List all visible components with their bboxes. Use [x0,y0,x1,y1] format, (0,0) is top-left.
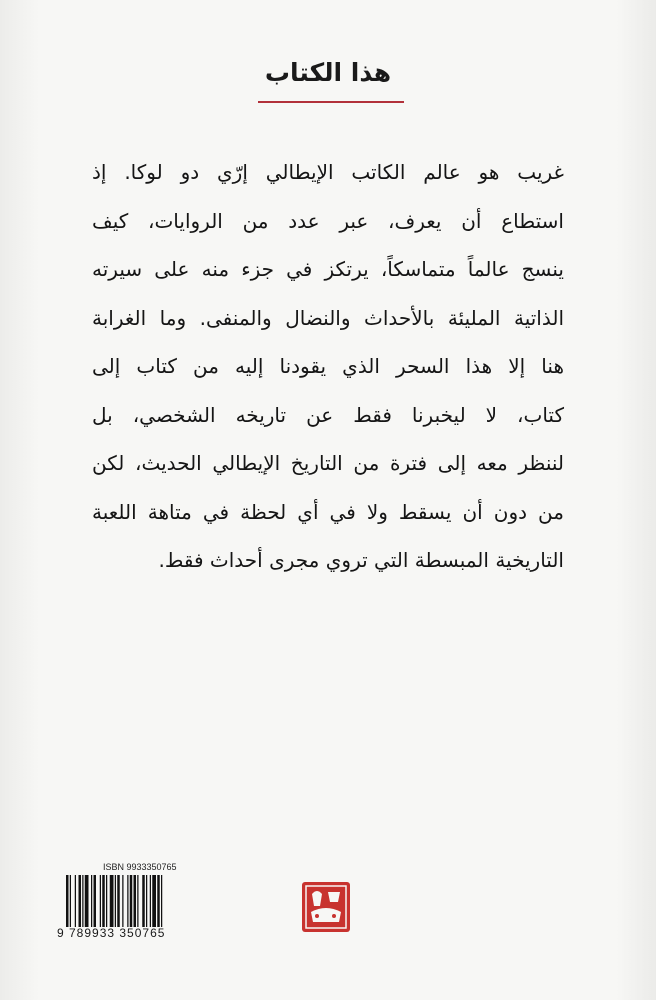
blurb-line: ينسج عالماً متماسكاً، يرتكز في جزء منه على سيرته [92,257,564,281]
blurb-line: التاريخية المبسطة التي تروي مجرى أحداث فقط. [158,548,564,572]
barcode-digits: 9 789933 350765 [57,926,166,940]
publisher-seal-icon [297,876,355,936]
isbn-barcode [57,862,199,944]
blurb-line: من دون أن يسقط ولا في أي لحظة في متاهة اللعبة [92,499,564,524]
blurb-line: كتاب، لا ليخبرنا فقط عن تاريخه الشخصي، بل [92,402,564,427]
barcode-icon [66,875,194,927]
title-underline [258,101,404,103]
blurb-line: غريب هو عالم الكاتب الإيطالي إرّي دو لوكا. إذ [92,160,564,184]
blurb-paragraph [92,148,564,585]
blurb-line: لننظر معه إلى فترة من التاريخ الإيطالي الحديث، لكن [92,451,564,475]
blurb-line: الذاتية المليئة بالأحداث والنضال والمنفى. وما الغرابة [92,305,564,330]
page-title: هذا الكتاب [264,58,392,87]
blurb-line: هنا إلا هذا السحر الذي يقودنا إليه من كتاب إلى [92,354,564,378]
isbn-label: ISBN 9933350765 [103,862,177,872]
blurb-line: استطاع أن يعرف، عبر عدد من الروايات، كيف [92,208,564,233]
